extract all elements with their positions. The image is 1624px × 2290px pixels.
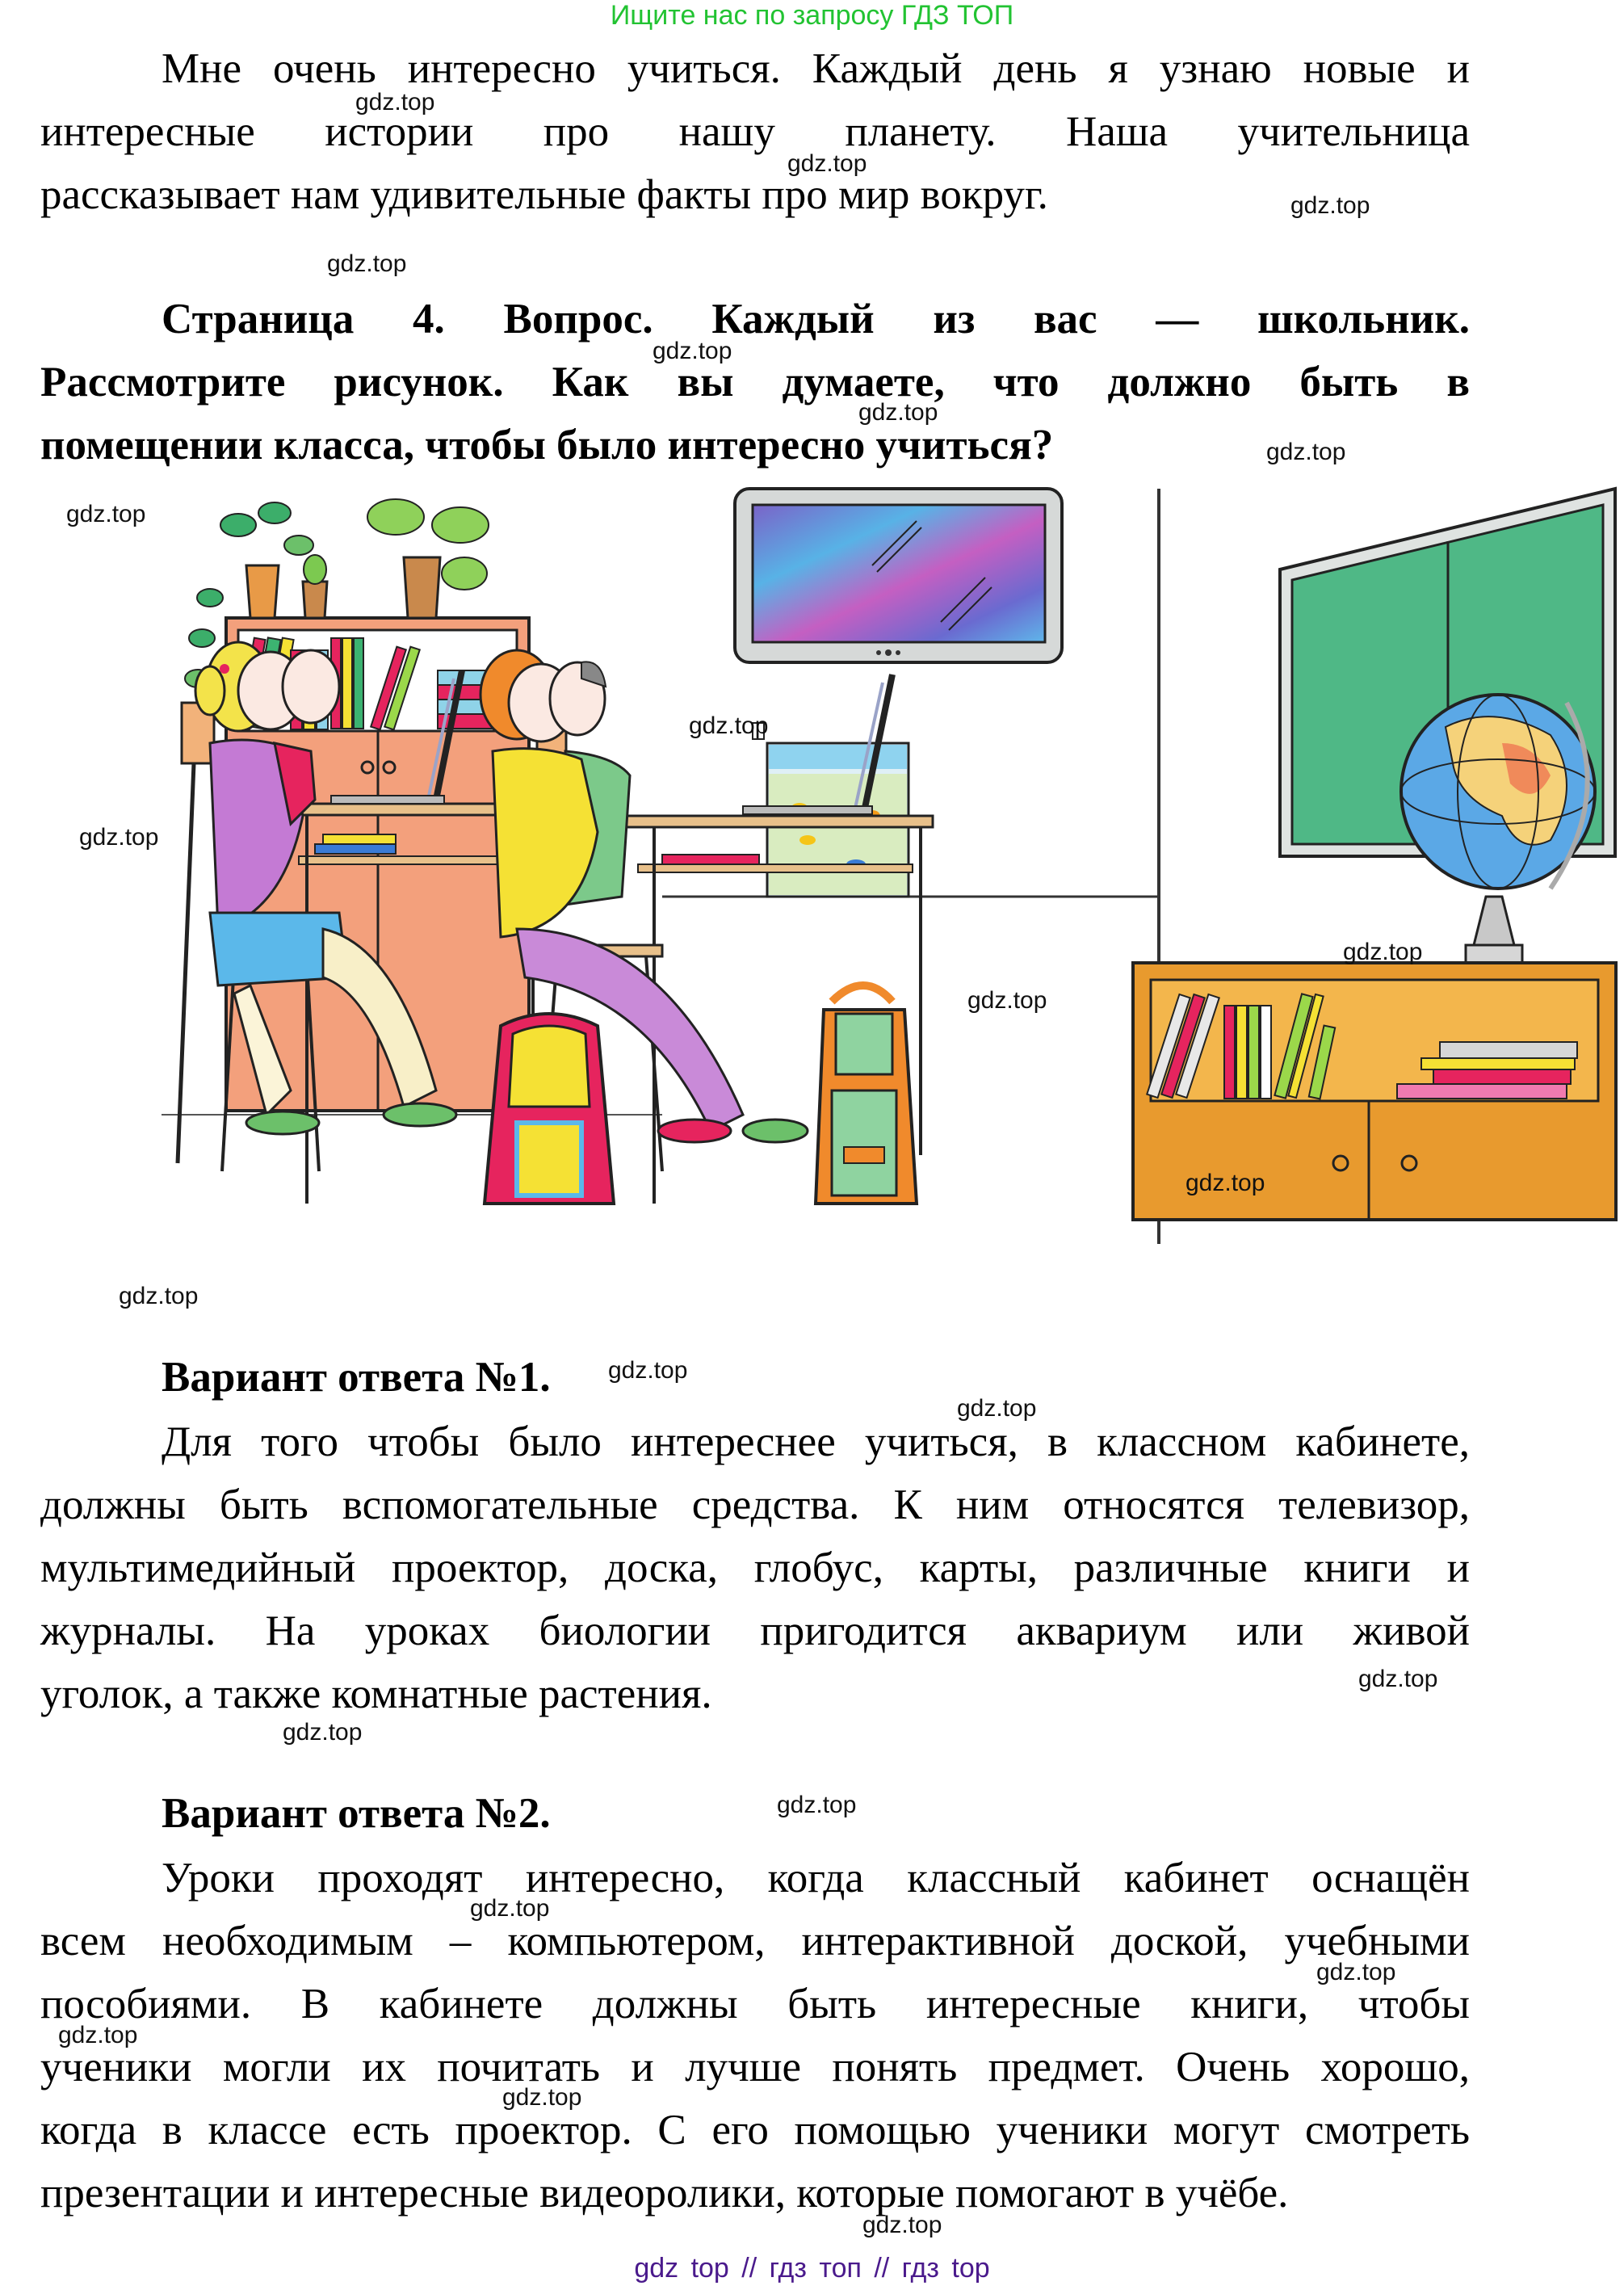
answer2-line-6: презентации и интересные видеоролики, которые помогают в учёбе. bbox=[40, 2170, 1289, 2216]
watermark: gdz.top bbox=[470, 1895, 550, 1922]
watermark: gdz.top bbox=[608, 1357, 688, 1384]
answer1-line-1: Для того чтобы было интереснее учиться, в классном кабинете, bbox=[162, 1418, 1470, 1465]
watermark: gdz.top bbox=[967, 987, 1047, 1014]
watermark: gdz.top bbox=[777, 1792, 857, 1818]
question-line-1: Страница 4. Вопрос. Каждый из вас — школьник. bbox=[162, 296, 1470, 342]
watermark: gdz.top bbox=[79, 824, 159, 851]
watermark: gdz.top bbox=[66, 501, 146, 527]
watermark: gdz.top bbox=[653, 338, 732, 364]
answer2-line-1: Уроки проходят интересно, когда классный кабинет оснащён bbox=[162, 1855, 1470, 1901]
watermark: gdz.top bbox=[689, 712, 769, 739]
watermark: gdz.top bbox=[355, 89, 435, 116]
answer2-line-4: ученики могли их почитать и лучше понять предмет. Очень хорошо, bbox=[40, 2044, 1470, 2090]
watermark: gdz.top bbox=[58, 2022, 138, 2048]
tv-icon bbox=[735, 489, 1062, 662]
globe-icon bbox=[1401, 695, 1595, 963]
answer1-line-3: мультимедийный проектор, доска, глобус, карты, различные книги и bbox=[40, 1544, 1470, 1591]
answer1-line-5: уголок, а также комнатные растения. bbox=[40, 1670, 712, 1717]
watermark: gdz.top bbox=[787, 150, 867, 177]
answer2-heading: Вариант ответа №2. bbox=[162, 1790, 551, 1837]
intro-line-2: интересные истории про нашу планету. Наша учительница bbox=[40, 108, 1470, 155]
question-line-2: Рассмотрите рисунок. Как вы думаете, что должно быть в bbox=[40, 359, 1470, 405]
watermark: gdz.top bbox=[1358, 1666, 1438, 1692]
answer2-line-2: всем необходимым – компьютером, интерактивной доской, учебными bbox=[40, 1918, 1470, 1964]
answer2-line-5: когда в классе есть проектор. С его помощью ученики могут смотреть bbox=[40, 2107, 1470, 2153]
answer1-line-2: должны быть вспомогательные средства. К ним относятся телевизор, bbox=[40, 1481, 1470, 1528]
watermark: gdz.top bbox=[858, 399, 938, 426]
watermark: gdz.top bbox=[283, 1719, 363, 1746]
watermark: gdz.top bbox=[1266, 439, 1346, 465]
watermark: gdz.top bbox=[1290, 192, 1370, 219]
intro-line-1: Мне очень интересно учиться. Каждый день я узнаю новые и bbox=[162, 45, 1470, 92]
watermark: gdz.top bbox=[1343, 939, 1423, 965]
answer2-line-3: пособиями. В кабинете должны быть интересные книги, чтобы bbox=[40, 1981, 1470, 2027]
watermark: gdz.top bbox=[957, 1395, 1037, 1422]
watermark: gdz.top bbox=[1185, 1170, 1265, 1196]
watermark: gdz.top bbox=[327, 250, 407, 277]
watermark: gdz.top bbox=[1316, 1959, 1396, 1985]
watermark: gdz.top bbox=[119, 1283, 199, 1309]
watermark: gdz.top bbox=[502, 2084, 582, 2111]
top-banner: Ищите нас по запросу ГДЗ ТОП bbox=[610, 0, 1014, 31]
classroom-illustration bbox=[162, 477, 1624, 1252]
watermark: gdz.top bbox=[862, 2212, 942, 2238]
footer-banner: gdz top // гдз топ // гдз top bbox=[634, 2253, 990, 2284]
intro-line-3: рассказывает нам удивительные факты про мир вокруг. bbox=[40, 171, 1048, 218]
answer1-line-4: журналы. На уроках биологии пригодится аквариум или живой bbox=[40, 1607, 1470, 1654]
answer1-heading: Вариант ответа №1. bbox=[162, 1354, 551, 1401]
question-line-3: помещении класса, чтобы было интересно учиться? bbox=[40, 422, 1054, 469]
